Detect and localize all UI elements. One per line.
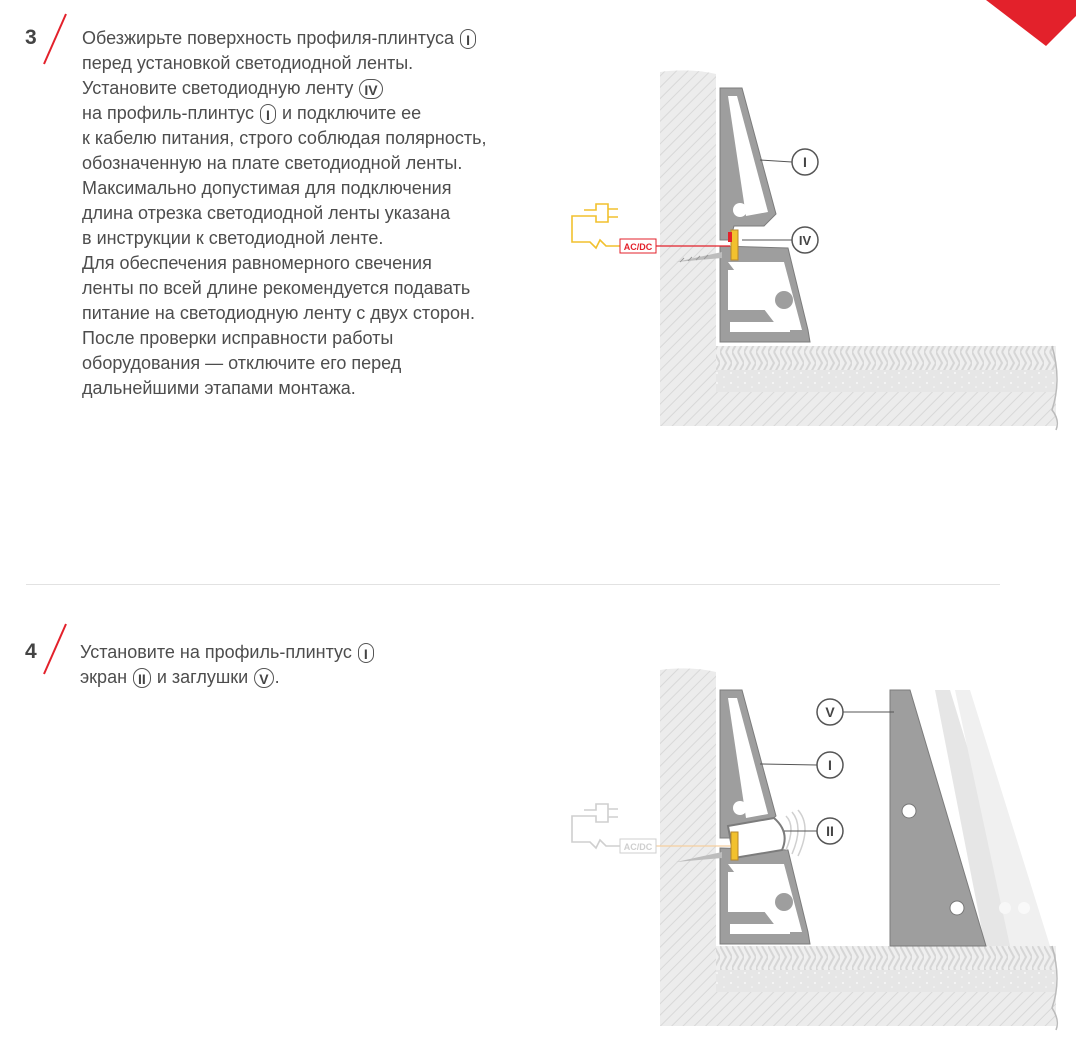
text-fragment: Максимально допустимая для подключения — [82, 178, 452, 198]
component-marker: I — [358, 643, 374, 663]
text-line — [80, 640, 375, 665]
component-marker: V — [254, 668, 273, 688]
text-fragment: длина отрезка светодиодной ленты указана — [82, 203, 451, 223]
text-fragment: Установите на профиль-плинтус — [80, 642, 352, 662]
step-3-slash — [40, 12, 70, 66]
wall — [660, 70, 716, 426]
floor-screed — [716, 970, 1056, 992]
component-marker: II — [133, 668, 151, 688]
floor-top — [716, 346, 1056, 370]
psu-label: AC/DC — [623, 242, 653, 252]
callout-I-label: I — [828, 757, 832, 773]
step-3-diagram — [560, 60, 1070, 440]
text-fragment: ленты по всей длине рекомендуется подавать — [82, 278, 471, 298]
floor-base — [716, 392, 1056, 426]
led-strip — [731, 832, 738, 860]
led-strip — [731, 230, 738, 260]
text-line — [82, 51, 487, 76]
step-3-text — [82, 26, 487, 401]
component-marker: IV — [359, 79, 382, 99]
text-fragment: экран — [80, 667, 128, 687]
text-fragment: обозначенную на плате светодиодной ленты. — [82, 153, 463, 173]
text-line — [82, 276, 487, 301]
text-fragment: дальнейшими этапами монтажа. — [82, 378, 356, 398]
callout-II-label: II — [826, 823, 834, 839]
text-line — [82, 126, 487, 151]
corner-accent — [986, 0, 1076, 50]
text-fragment: в инструкции к светодиодной ленте. — [82, 228, 384, 248]
wall — [660, 668, 716, 1026]
text-fragment: и заглушки — [156, 667, 249, 687]
text-line — [82, 301, 487, 326]
psu-label: AC/DC — [623, 842, 653, 852]
component-marker: I — [460, 29, 476, 49]
text-line — [82, 251, 487, 276]
text-line — [82, 76, 487, 101]
text-line — [82, 101, 487, 126]
text-fragment: Установите светодиодную ленту — [82, 78, 354, 98]
text-fragment: к кабелю питания, строго соблюдая полярность, — [82, 128, 487, 148]
text-fragment: оборудования — отключите его перед — [82, 353, 402, 373]
text-fragment: перед установкой светодиодной ленты. — [82, 53, 414, 73]
text-line — [82, 201, 487, 226]
text-line — [82, 326, 487, 351]
text-fragment: питание на светодиодную ленту с двух сторон. — [82, 303, 475, 323]
text-line — [82, 151, 487, 176]
floor-base — [716, 992, 1056, 1026]
step-4-diagram — [560, 660, 1070, 1040]
component-marker: I — [260, 104, 276, 124]
callout-IV-label: IV — [798, 233, 812, 248]
text-fragment: . — [274, 667, 280, 687]
text-line — [82, 376, 487, 401]
text-fragment: Обезжирьте поверхность профиля-плинтуса — [82, 28, 454, 48]
text-fragment: и подключите ее — [281, 103, 422, 123]
text-fragment: После проверки исправности работы — [82, 328, 394, 348]
text-fragment: Для обеспечения равномерного свечения — [82, 253, 432, 273]
floor-screed — [716, 370, 1056, 392]
power-supply-icon — [572, 804, 620, 848]
power-supply-icon — [572, 204, 620, 248]
callout-I-label: I — [803, 154, 807, 170]
step-4-text — [80, 640, 375, 690]
text-line — [82, 226, 487, 251]
text-line — [82, 176, 487, 201]
section-divider — [26, 584, 1000, 585]
floor-top — [716, 946, 1056, 970]
text-line — [82, 26, 487, 51]
text-line — [80, 665, 375, 690]
step-4-number: 4 — [25, 640, 37, 663]
callout-V-label: V — [825, 704, 835, 720]
text-fragment: на профиль-плинтус — [82, 103, 254, 123]
step-3-number: 3 — [25, 26, 37, 49]
step-4-slash — [40, 622, 70, 676]
text-line — [82, 351, 487, 376]
